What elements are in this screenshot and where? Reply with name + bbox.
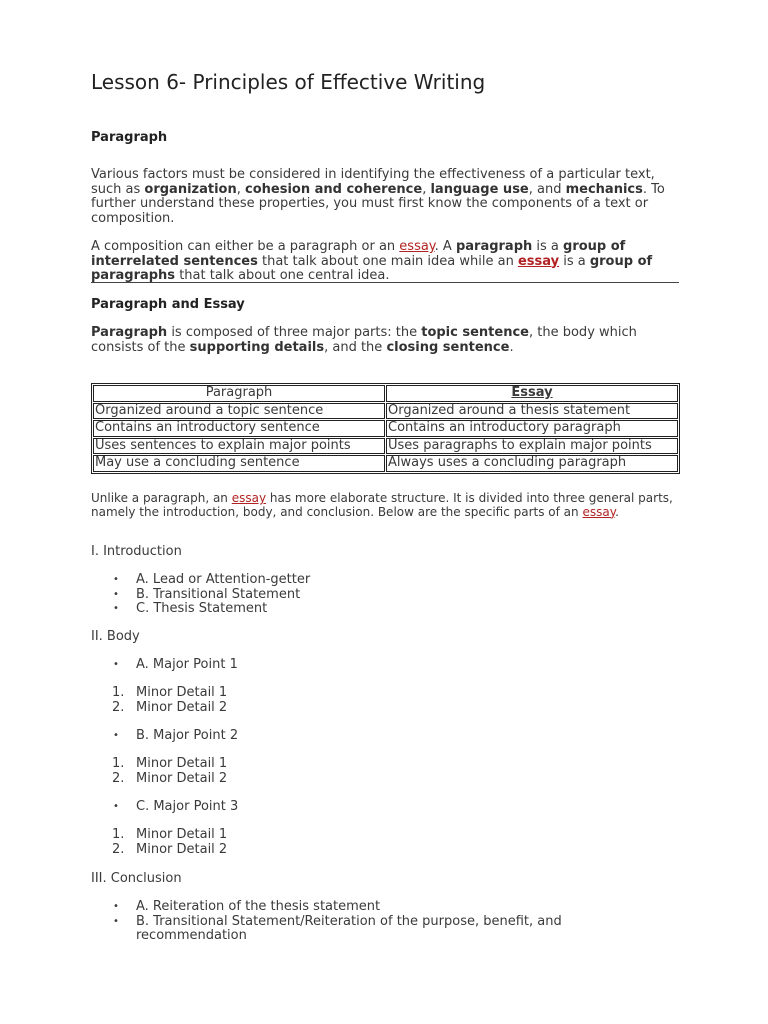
bullet-icon: • [113,574,119,585]
bullet-icon: • [113,603,119,614]
list-item: 2. Minor Detail 2 [112,770,228,786]
table-cell: Organized around a topic sentence [93,403,385,420]
table-cell: Always uses a concluding paragraph [386,455,678,472]
bullet-icon: • [113,730,119,741]
paragraph-composition: A composition can either be a paragraph or an essay. A paragraph is a group of interrelated sentences that talk about one main idea while an essay is a group of paragraphs that talk about one central idea. [91,239,653,283]
list-item: 1. Minor Detail 1 [112,685,228,700]
table-row [93,420,678,437]
list-item: • C. Major Point 3 [113,799,239,814]
table-row [93,438,678,455]
bullet-icon: • [113,659,119,670]
list-item: • C. Thesis Statement [113,601,268,616]
table-header-paragraph: Paragraph [93,385,385,402]
outline-introduction-heading: I. Introduction [91,544,182,559]
essay-link[interactable]: essay [517,253,560,269]
table-cell: Contains an introductory sentence [93,420,385,437]
bullet-icon: • [113,588,119,600]
page-title: Lesson 6- Principles of Effective Writing [91,70,486,94]
minor-detail-list [91,686,681,715]
essay-link[interactable]: essay [399,239,435,254]
horizontal-divider [91,282,679,283]
table-header-essay: Essay [386,385,678,402]
list-item: • B. Transitional Statement/Reiteration of the purpose, benefit, and recommendation [113,913,562,943]
paragraph-essay-structure: Unlike a paragraph, an essay has more elaborate structure. It is divided into three general parts, namely the introduction, body, and conclusion. Below are the specific parts of an essay. [91,491,673,519]
outline-conclusion-heading: III. Conclusion [91,871,182,886]
list-item: 2. Minor Detail 2 [112,841,228,857]
paragraph-parts: Paragraph is composed of three major parts: the topic sentence, the body which consists of the supporting details, and the closing sentence. [91,325,637,355]
table-cell: May use a concluding sentence [93,455,385,472]
essay-link[interactable]: essay [231,491,267,505]
minor-detail-list [91,757,681,786]
essay-link[interactable]: essay [582,504,616,519]
bullet-icon: • [113,801,119,812]
table-header-row [93,385,678,402]
table-cell: Uses paragraphs to explain major points [386,438,678,455]
list-item: • A. Major Point 1 [113,657,238,672]
list-item: • A. Lead or Attention-getter [113,572,311,587]
list-item: • B. Major Point 2 [113,728,239,743]
table-cell: Uses sentences to explain major points [93,438,385,455]
table-row [93,403,678,420]
introduction-list [91,573,681,617]
list-item: 1. Minor Detail 1 [112,756,228,771]
outline-body-heading: II. Body [91,629,140,644]
minor-detail-list [91,828,681,857]
section-heading-paragraph: Paragraph [91,130,168,145]
section-heading-paragraph-and-essay: Paragraph and Essay [91,297,245,312]
comparison-table [91,383,680,474]
list-item: • B. Transitional Statement [113,586,301,602]
body-major-point-list [91,800,681,815]
list-item: 1. Minor Detail 1 [112,827,228,842]
list-item: • A. Reiteration of the thesis statement [113,899,381,914]
table-cell: Organized around a thesis statement [386,403,678,420]
bullet-icon: • [113,901,119,912]
paragraph-factors: Various factors must be considered in identifying the effectiveness of a particular text, such as organization, cohesion and coherence, language use, and mechanics. To further understand these properties, you must first know the components of a text or composition. [91,167,665,226]
bullet-icon: • [113,915,119,927]
body-major-point-list [91,729,681,744]
table-row [93,455,678,472]
conclusion-list [91,900,681,944]
body-major-point-list [91,658,681,673]
table-cell: Contains an introductory paragraph [386,420,678,437]
list-item: 2. Minor Detail 2 [112,699,228,715]
